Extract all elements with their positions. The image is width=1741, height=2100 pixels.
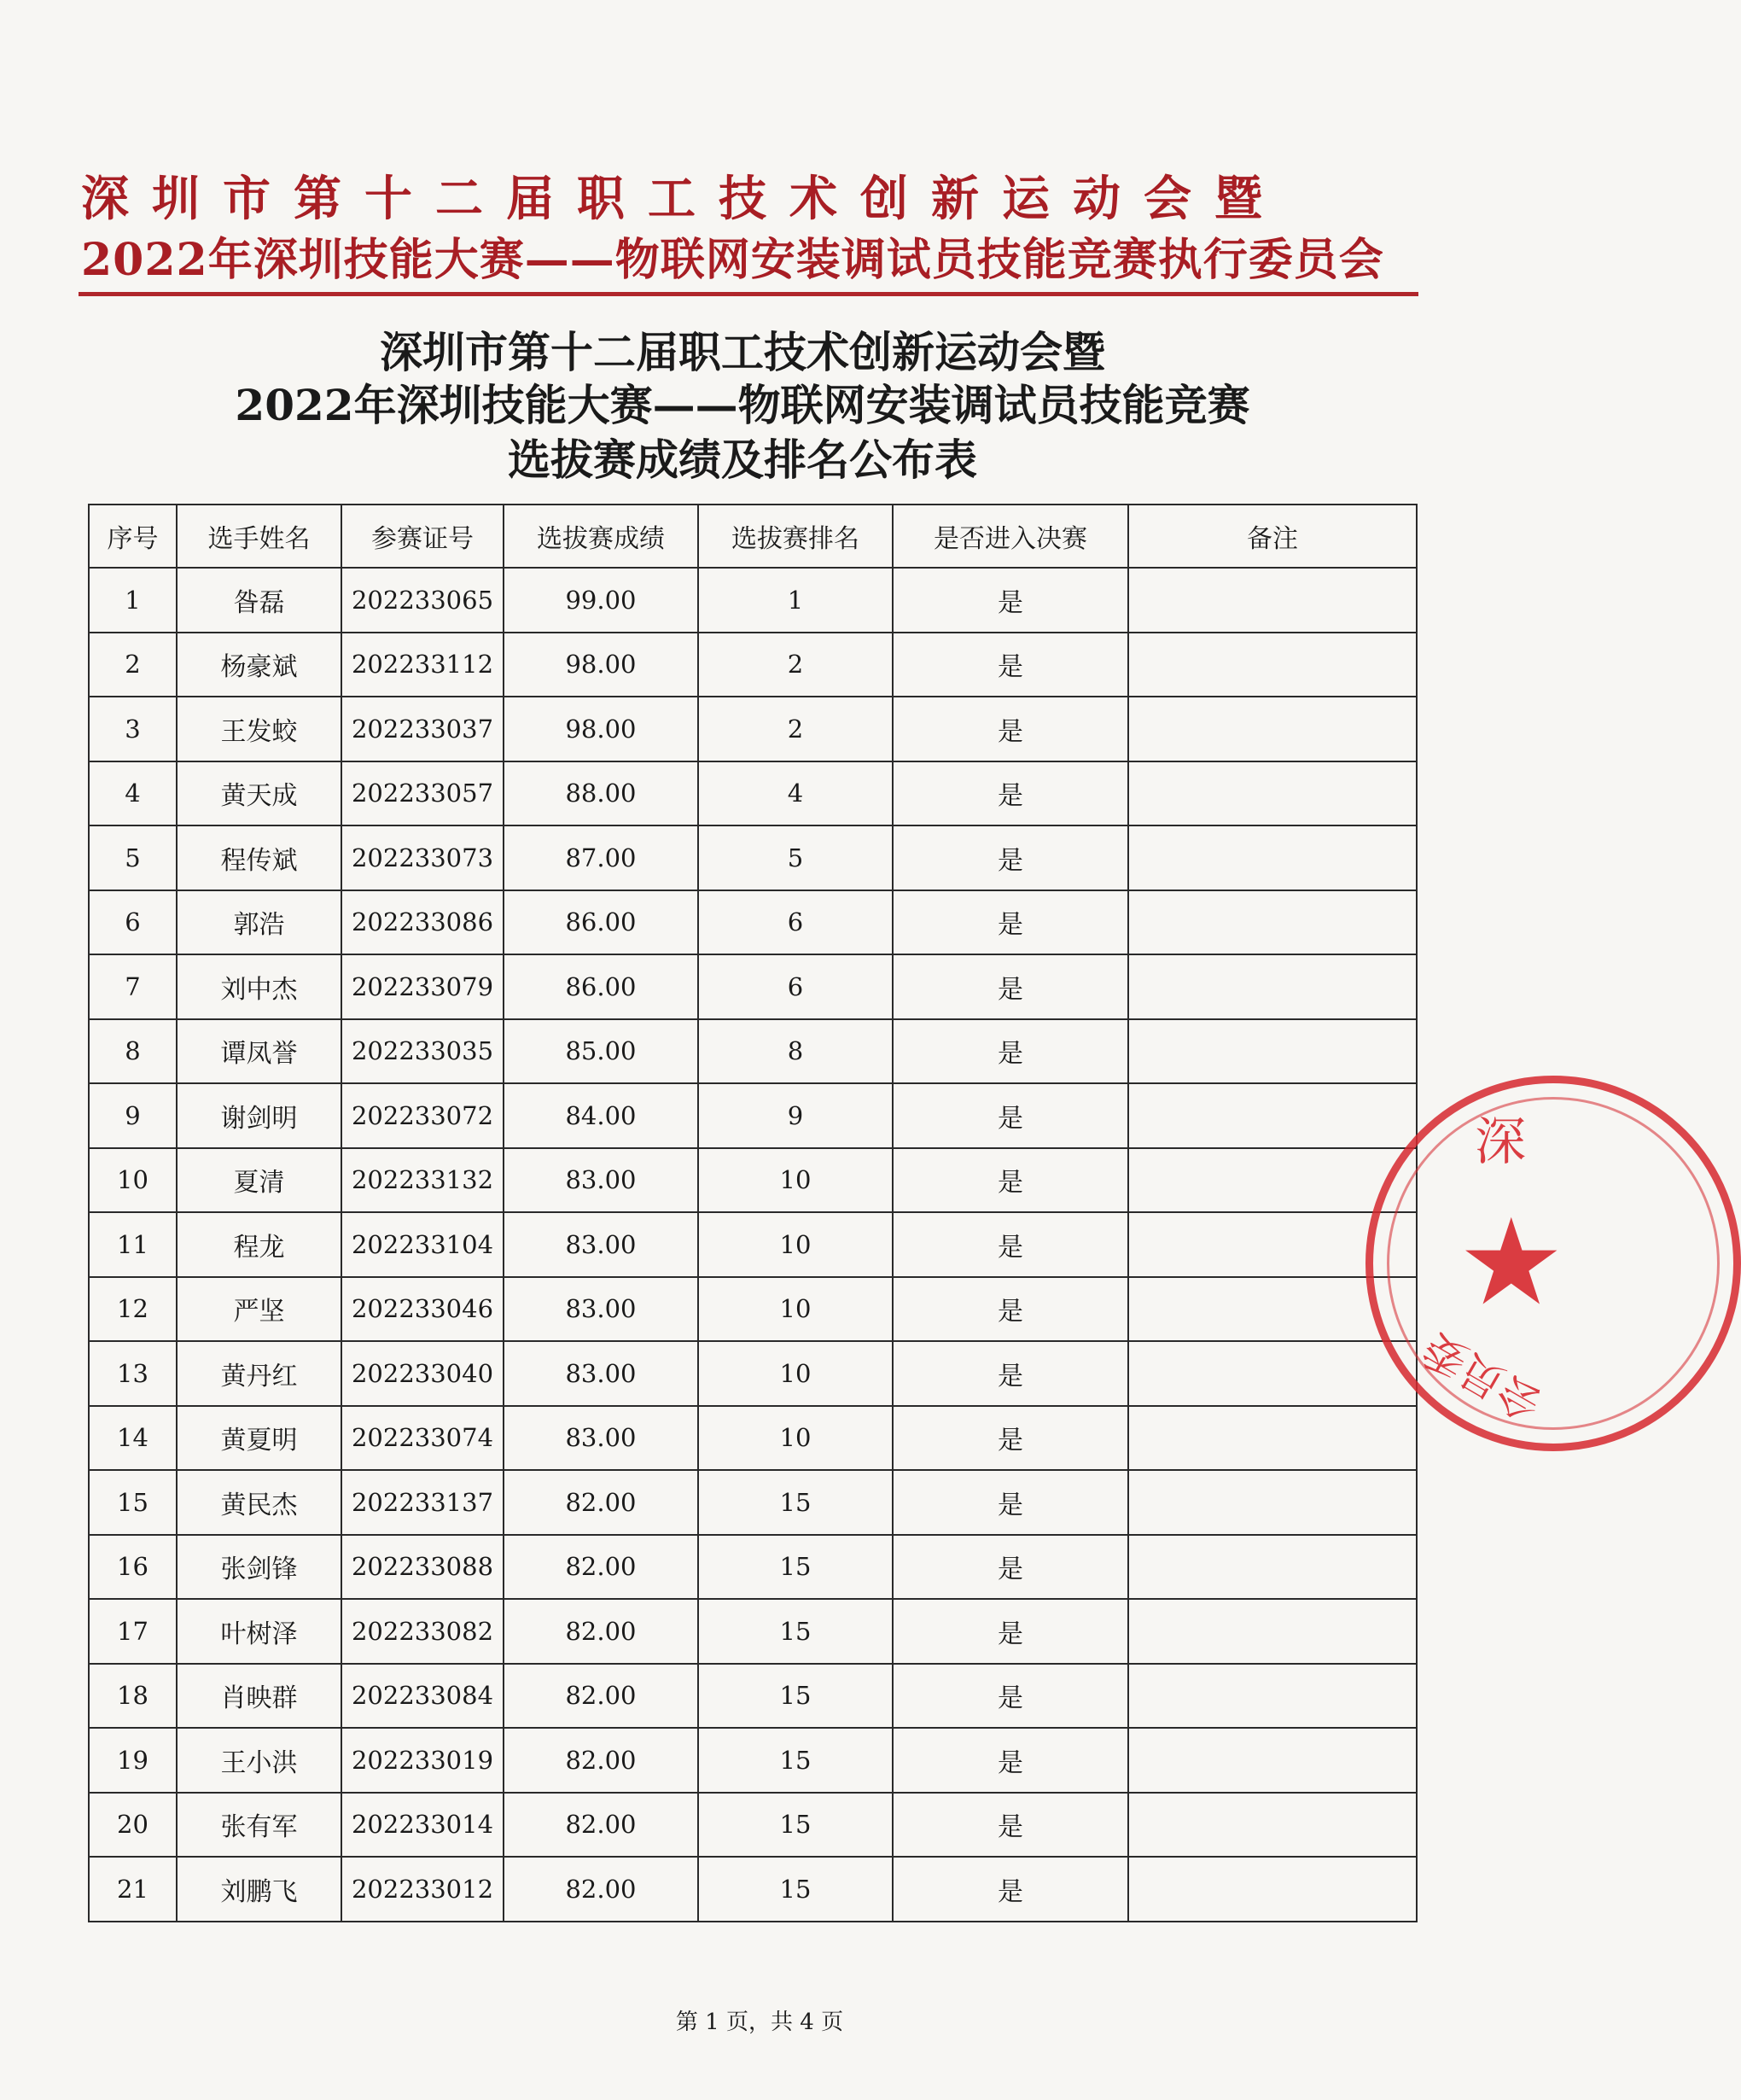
cell-score: 83.00 (504, 1341, 698, 1406)
cell-name: 夏清 (177, 1148, 341, 1213)
cell-score: 87.00 (504, 825, 698, 890)
results-table (88, 504, 1418, 1922)
cell-remark (1128, 1857, 1417, 1922)
cell-score: 99.00 (504, 568, 698, 633)
cell-cert-no: 202233104 (341, 1212, 504, 1277)
cell-remark (1128, 825, 1417, 890)
table-row (89, 761, 1417, 826)
cell-finalist: 是 (893, 697, 1128, 761)
cell-cert-no: 202233014 (341, 1793, 504, 1858)
header-index: 序号 (89, 505, 177, 568)
cell-cert-no: 202233012 (341, 1857, 504, 1922)
cell-score: 82.00 (504, 1664, 698, 1729)
cell-index: 11 (89, 1212, 177, 1277)
cell-remark (1128, 568, 1417, 633)
cell-name: 王发蛟 (177, 697, 341, 761)
cell-index: 3 (89, 697, 177, 761)
table-body (89, 568, 1417, 1922)
cell-remark (1128, 1341, 1417, 1406)
table-row (89, 1470, 1417, 1535)
header-name: 选手姓名 (177, 505, 341, 568)
table-row (89, 890, 1417, 955)
cell-name: 黄夏明 (177, 1406, 341, 1471)
cell-index: 12 (89, 1277, 177, 1342)
cell-index: 7 (89, 954, 177, 1019)
seal-text-bottom: 会员委 (1414, 1322, 1551, 1431)
cell-finalist: 是 (893, 1406, 1128, 1471)
table-row (89, 1599, 1417, 1664)
cell-finalist: 是 (893, 1019, 1128, 1084)
cell-finalist: 是 (893, 1857, 1128, 1922)
cell-index: 19 (89, 1728, 177, 1793)
cell-finalist: 是 (893, 1212, 1128, 1277)
cell-cert-no: 202233074 (341, 1406, 504, 1471)
table-row (89, 633, 1417, 697)
table-row (89, 1793, 1417, 1858)
cell-name: 叶树泽 (177, 1599, 341, 1664)
cell-remark (1128, 761, 1417, 826)
cell-finalist: 是 (893, 1793, 1128, 1858)
seal-star-icon: ★ (1458, 1193, 1565, 1333)
cell-remark (1128, 1148, 1417, 1213)
cell-score: 82.00 (504, 1728, 698, 1793)
cell-finalist: 是 (893, 890, 1128, 955)
cell-cert-no: 202233057 (341, 761, 504, 826)
letterhead-divider (79, 292, 1418, 296)
page-footer: 第 1 页，共 4 页 (675, 2010, 844, 2035)
cell-remark (1128, 1470, 1417, 1535)
cell-rank: 10 (698, 1212, 893, 1277)
letterhead (81, 171, 1412, 289)
cell-rank: 15 (698, 1793, 893, 1858)
cell-name: 严坚 (177, 1277, 341, 1342)
cell-rank: 15 (698, 1664, 893, 1729)
cell-rank: 6 (698, 890, 893, 955)
cell-score: 83.00 (504, 1212, 698, 1277)
cell-rank: 2 (698, 633, 893, 697)
cell-rank: 15 (698, 1535, 893, 1600)
cell-cert-no: 202233065 (341, 568, 504, 633)
cell-rank: 5 (698, 825, 893, 890)
cell-score: 83.00 (504, 1148, 698, 1213)
cell-cert-no: 202233073 (341, 825, 504, 890)
cell-remark (1128, 1406, 1417, 1471)
cell-score: 86.00 (504, 890, 698, 955)
document-title-line-3: 选拔赛成绩及排名公布表 (508, 435, 977, 485)
cell-name: 杨豪斌 (177, 633, 341, 697)
cell-remark (1128, 1535, 1417, 1600)
cell-index: 4 (89, 761, 177, 826)
cell-finalist: 是 (893, 1148, 1128, 1213)
cell-score: 82.00 (504, 1793, 698, 1858)
cell-remark (1128, 1664, 1417, 1729)
cell-remark (1128, 1083, 1417, 1148)
table-row (89, 1212, 1417, 1277)
cell-name: 黄民杰 (177, 1470, 341, 1535)
cell-index: 18 (89, 1664, 177, 1729)
cell-rank: 15 (698, 1599, 893, 1664)
cell-index: 17 (89, 1599, 177, 1664)
cell-score: 83.00 (504, 1406, 698, 1471)
seal-text-top: 深 (1475, 1112, 1526, 1172)
cell-name: 黄天成 (177, 761, 341, 826)
cell-cert-no: 202233132 (341, 1148, 504, 1213)
cell-finalist: 是 (893, 1470, 1128, 1535)
letterhead-line-1: 深圳市第十二届职工技术创新运动会暨 (81, 171, 1285, 227)
cell-score: 82.00 (504, 1535, 698, 1600)
cell-finalist: 是 (893, 1277, 1128, 1342)
table-row (89, 1535, 1417, 1600)
cell-rank: 1 (698, 568, 893, 633)
cell-finalist: 是 (893, 954, 1128, 1019)
cell-index: 10 (89, 1148, 177, 1213)
cell-score: 98.00 (504, 697, 698, 761)
cell-rank: 15 (698, 1470, 893, 1535)
cell-finalist: 是 (893, 761, 1128, 826)
cell-score: 84.00 (504, 1083, 698, 1148)
table-row (89, 1277, 1417, 1342)
cell-name: 王小洪 (177, 1728, 341, 1793)
header-finalist: 是否进入决赛 (893, 505, 1128, 568)
cell-score: 83.00 (504, 1277, 698, 1342)
table-row (89, 568, 1417, 633)
cell-index: 14 (89, 1406, 177, 1471)
cell-score: 82.00 (504, 1599, 698, 1664)
cell-rank: 2 (698, 697, 893, 761)
cell-name: 张有军 (177, 1793, 341, 1858)
cell-cert-no: 202233040 (341, 1341, 504, 1406)
cell-cert-no: 202233046 (341, 1277, 504, 1342)
cell-cert-no: 202233072 (341, 1083, 504, 1148)
header-score: 选拔赛成绩 (504, 505, 698, 568)
cell-remark (1128, 954, 1417, 1019)
cell-finalist: 是 (893, 1083, 1128, 1148)
cell-finalist: 是 (893, 1664, 1128, 1729)
cell-remark (1128, 697, 1417, 761)
cell-remark (1128, 1599, 1417, 1664)
cell-name: 肖映群 (177, 1664, 341, 1729)
cell-cert-no: 202233086 (341, 890, 504, 955)
cell-name: 谢剑明 (177, 1083, 341, 1148)
header-remark: 备注 (1128, 505, 1417, 568)
cell-cert-no: 202233037 (341, 697, 504, 761)
cell-cert-no: 202233088 (341, 1535, 504, 1600)
cell-index: 16 (89, 1535, 177, 1600)
cell-rank: 8 (698, 1019, 893, 1084)
table-row (89, 1341, 1417, 1406)
letterhead-line-2: 2022年深圳技能大赛——物联网安装调试员技能竞赛执行委员会 (81, 234, 1384, 286)
cell-index: 21 (89, 1857, 177, 1922)
table-row (89, 1406, 1417, 1471)
cell-rank: 10 (698, 1406, 893, 1471)
cell-finalist: 是 (893, 1535, 1128, 1600)
cell-finalist: 是 (893, 633, 1128, 697)
cell-remark (1128, 633, 1417, 697)
cell-rank: 10 (698, 1277, 893, 1342)
cell-name: 程传斌 (177, 825, 341, 890)
cell-rank: 9 (698, 1083, 893, 1148)
cell-score: 82.00 (504, 1470, 698, 1535)
cell-cert-no: 202233112 (341, 633, 504, 697)
table-row (89, 1148, 1417, 1213)
cell-score: 85.00 (504, 1019, 698, 1084)
table-header-row (89, 505, 1417, 568)
cell-cert-no: 202233079 (341, 954, 504, 1019)
cell-score: 82.00 (504, 1857, 698, 1922)
cell-index: 8 (89, 1019, 177, 1084)
table-row (89, 1664, 1417, 1729)
cell-index: 15 (89, 1470, 177, 1535)
document-title-line-1: 深圳市第十二届职工技术创新运动会暨 (380, 327, 1105, 377)
cell-name: 谭凤誉 (177, 1019, 341, 1084)
table-row (89, 1019, 1417, 1084)
cell-finalist: 是 (893, 568, 1128, 633)
table-row (89, 1857, 1417, 1922)
table-row (89, 697, 1417, 761)
cell-rank: 15 (698, 1857, 893, 1922)
cell-remark (1128, 1793, 1417, 1858)
table-row (89, 825, 1417, 890)
cell-name: 昝磊 (177, 568, 341, 633)
cell-remark (1128, 1728, 1417, 1793)
cell-name: 郭浩 (177, 890, 341, 955)
cell-cert-no: 202233137 (341, 1470, 504, 1535)
table-row (89, 1083, 1417, 1148)
cell-score: 88.00 (504, 761, 698, 826)
cell-name: 张剑锋 (177, 1535, 341, 1600)
cell-rank: 10 (698, 1148, 893, 1213)
cell-score: 98.00 (504, 633, 698, 697)
cell-rank: 4 (698, 761, 893, 826)
cell-index: 5 (89, 825, 177, 890)
cell-remark (1128, 1019, 1417, 1084)
table-row (89, 954, 1417, 1019)
cell-rank: 6 (698, 954, 893, 1019)
cell-finalist: 是 (893, 825, 1128, 890)
cell-finalist: 是 (893, 1599, 1128, 1664)
table-row (89, 1728, 1417, 1793)
cell-cert-no: 202233084 (341, 1664, 504, 1729)
header-rank: 选拔赛排名 (698, 505, 893, 568)
cell-index: 13 (89, 1341, 177, 1406)
header-cert-no: 参赛证号 (341, 505, 504, 568)
cell-name: 刘中杰 (177, 954, 341, 1019)
cell-rank: 15 (698, 1728, 893, 1793)
cell-remark (1128, 890, 1417, 955)
cell-index: 2 (89, 633, 177, 697)
cell-rank: 10 (698, 1341, 893, 1406)
cell-finalist: 是 (893, 1341, 1128, 1406)
cell-cert-no: 202233019 (341, 1728, 504, 1793)
cell-index: 20 (89, 1793, 177, 1858)
cell-name: 黄丹红 (177, 1341, 341, 1406)
cell-index: 6 (89, 890, 177, 955)
cell-name: 刘鹏飞 (177, 1857, 341, 1922)
cell-cert-no: 202233082 (341, 1599, 504, 1664)
cell-index: 9 (89, 1083, 177, 1148)
cell-name: 程龙 (177, 1212, 341, 1277)
document-title-line-2: 2022年深圳技能大赛——物联网安装调试员技能竞赛 (235, 380, 1250, 430)
cell-index: 1 (89, 568, 177, 633)
cell-score: 86.00 (504, 954, 698, 1019)
cell-finalist: 是 (893, 1728, 1128, 1793)
cell-cert-no: 202233035 (341, 1019, 504, 1084)
